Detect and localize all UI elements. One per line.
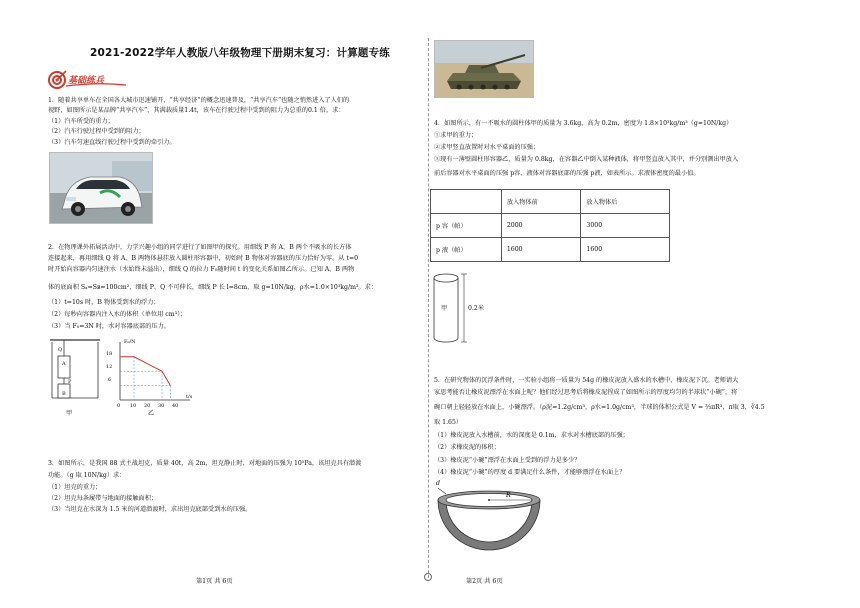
table-header-cell: 放入物体后 bbox=[581, 190, 670, 214]
section-badge-label: 基础练兵 bbox=[68, 76, 105, 86]
right-column bbox=[430, 0, 860, 608]
footer-page-left: 第1页 共 6页 bbox=[196, 578, 233, 585]
thickness-label: d bbox=[436, 480, 440, 487]
label-p: P bbox=[68, 379, 72, 385]
graph-guides bbox=[120, 357, 170, 400]
table-header-cell bbox=[431, 190, 502, 214]
q5-line: 家思考能否让橡皮泥漂浮在水面上呢？他们经过思考后将橡皮泥捏成了如图所示的厚度均匀的半球状“小碗”，将 bbox=[434, 389, 738, 396]
q2-force-time-graph bbox=[104, 338, 194, 408]
q5-line: （2）求橡皮泥的体积； bbox=[434, 444, 500, 451]
tank-photo bbox=[434, 40, 534, 98]
q5-line: 碗口朝上轻轻放在水面上，小碗漂浮。（ρ泥=1.2g/cm³，ρ水=1.0g/cm³，半球的体积公式是 V = ⅔πR³，π取 3，∛4.5 bbox=[434, 404, 765, 411]
hemisphere-bowl-figure bbox=[434, 478, 544, 562]
table-cell: 1600 bbox=[501, 238, 581, 262]
q3-line: （2）坦克每条履带与地面的接触面积； bbox=[48, 495, 158, 502]
table-header-cell: 放入物体前 bbox=[501, 190, 581, 214]
graph-xtick: 0 bbox=[117, 403, 121, 409]
table-header-row bbox=[431, 190, 670, 214]
q3-line: 功能。（g 取 10N/kg）求： bbox=[48, 472, 126, 479]
graph-xlabel: t/s bbox=[186, 394, 193, 400]
q5-line: （1）橡皮泥放入水槽前，水的深度是 0.1m，求水对水槽底部的压强； bbox=[434, 432, 629, 439]
table-cell: 3000 bbox=[581, 214, 670, 238]
q4-line: ①求甲的重力； bbox=[434, 132, 478, 139]
q5-line: （3）橡皮泥“小碗”漂浮在水面上受到的浮力是多少？ bbox=[434, 457, 581, 464]
footer-page-right: 第2页 共 6页 bbox=[466, 578, 503, 585]
graph-ytick: 18 bbox=[106, 351, 113, 357]
label-b: B bbox=[62, 391, 66, 397]
q1-line: （3）汽车匀速直线行驶过程中受到的牵引力。 bbox=[48, 139, 176, 146]
q1-line: （1）汽车所受的重力； bbox=[48, 118, 114, 125]
graph-ylabel: F₀/N bbox=[124, 339, 136, 345]
table-cell: p 液（帕） bbox=[431, 238, 502, 262]
q2-line: （1）t=10s 时，B 物体受到水的浮力； bbox=[48, 299, 160, 306]
q3-line: （3）当坦克在水深为 1.5 米的河道潜渡时，求出坦克底部受到水的压强。 bbox=[48, 506, 252, 513]
label-q: Q bbox=[58, 347, 63, 353]
left-column bbox=[0, 0, 428, 608]
q4-line: 4．如图所示，有一不吸水的圆柱体甲的质量为 3.6kg，高为 0.2m，密度为 1.8×10³kg/m³（g=10N/kg） bbox=[434, 120, 733, 127]
graph-xtick: 40 bbox=[172, 403, 179, 409]
target-icon bbox=[48, 69, 68, 89]
cylinder-label: 甲 bbox=[441, 305, 448, 312]
column-divider bbox=[428, 38, 429, 578]
graph-xtick: 20 bbox=[144, 403, 151, 409]
shared-car-photo bbox=[49, 152, 153, 224]
q2-line: 体的底面积 Sₐ=Sʙ=100cm²，细线 P、Q 不可伸长，细线 P 长 l=8cm，取 g=10N/kg，ρ水=1.0×10³kg/m³。求： bbox=[48, 284, 378, 291]
radius-label: R bbox=[506, 492, 511, 499]
q2-line: （3）当 F₀=3N 时，水对容器底部的压力。 bbox=[48, 323, 170, 330]
table-cell: p 容（帕） bbox=[431, 214, 502, 238]
q3-line: （1）坦克的重力； bbox=[48, 484, 102, 491]
q1-line: 视野，如图所示是某品牌“共享汽车”，其满载质量1.4t，该车在行驶过程中受到的阻力为总重的0.1 倍，求： bbox=[48, 107, 345, 114]
q5-line: 5．在研究物体的沉浮条件时，一实验小组将一质量为 54g 的橡皮泥放入盛水的水槽中，橡皮泥下沉。老师请大 bbox=[434, 377, 739, 384]
q2-line: 时开始向容器内匀速注水（水始终未溢出），细线 Q 的拉力 F₀随时间 t 的变化关系如图乙所示。已知 A、B 两物 bbox=[48, 266, 355, 273]
label-a: A bbox=[62, 361, 66, 367]
figure-yi-caption: 乙 bbox=[148, 410, 155, 417]
section-badge bbox=[48, 69, 128, 89]
graph-ytick: 6 bbox=[108, 377, 112, 383]
q4-line: 前后容器对水平桌面的压强 p容、液体对容器底部的压强 p液，如表所示。求液体密度的最小值。 bbox=[434, 170, 700, 177]
page-title: 2021-2022学年人教版八年级物理下册期末复习：计算题专练 bbox=[90, 47, 391, 59]
graph-xtick: 30 bbox=[158, 403, 165, 409]
q3-line: 3．如图所示，是我国 88 式主战坦克，质量 40t，高 2m，坦克静止时，对地面的压强为 10⁵Pa，该坦克具有潜渡 bbox=[48, 460, 362, 467]
height-label: 0.2米 bbox=[468, 305, 485, 312]
q1-line: （2）汽车行驶过程中受到的阻力； bbox=[48, 128, 145, 135]
q5-line: 取 1.65） bbox=[434, 419, 463, 426]
q4-pressure-table bbox=[430, 189, 670, 262]
table-cell: 1600 bbox=[581, 238, 670, 262]
graph-ytick: 12 bbox=[106, 364, 113, 370]
q2-line: 连接起来，再用细线 Q 将 A、B 两物体悬挂放入圆柱形容器中，初始时 B 物体对容器底的压力恰好为零。从 t=0 bbox=[48, 255, 359, 262]
table-cell: 2000 bbox=[501, 214, 581, 238]
figure-jia-caption: 甲 bbox=[66, 410, 73, 417]
q2-figure-container bbox=[44, 336, 106, 406]
table-row bbox=[431, 214, 670, 238]
table-row bbox=[431, 238, 670, 262]
graph-xtick: 10 bbox=[130, 403, 137, 409]
q2-line: （2）每秒向容器内注入水的体积（单位用 cm³）； bbox=[48, 311, 187, 318]
q4-line: ②求甲竖直放置时对水平桌面的压强； bbox=[434, 144, 540, 151]
q2-line: 2．在物理课外拓展活动中，力学兴趣小组的同学进行了如图甲的探究。用细线 P 将 A、B 两个不吸水的长方体 bbox=[48, 244, 352, 251]
q5-line: （4）橡皮泥“小碗”的厚度 d 要满足什么条件，才能够漂浮在水面上？ bbox=[434, 469, 626, 476]
q1-line: 1．随着共享单车在全国各大城市迅速铺开，“共享经济”的概念迅速普及，“共享汽车”也随之悄然进入了人们的 bbox=[48, 97, 350, 104]
q4-line: ③现有一薄壁圆柱形容器乙，质量为 0.8kg，在容器乙中倒入某种液体，将甲竖直放入其中，并分别测出甲放入 bbox=[434, 156, 739, 163]
